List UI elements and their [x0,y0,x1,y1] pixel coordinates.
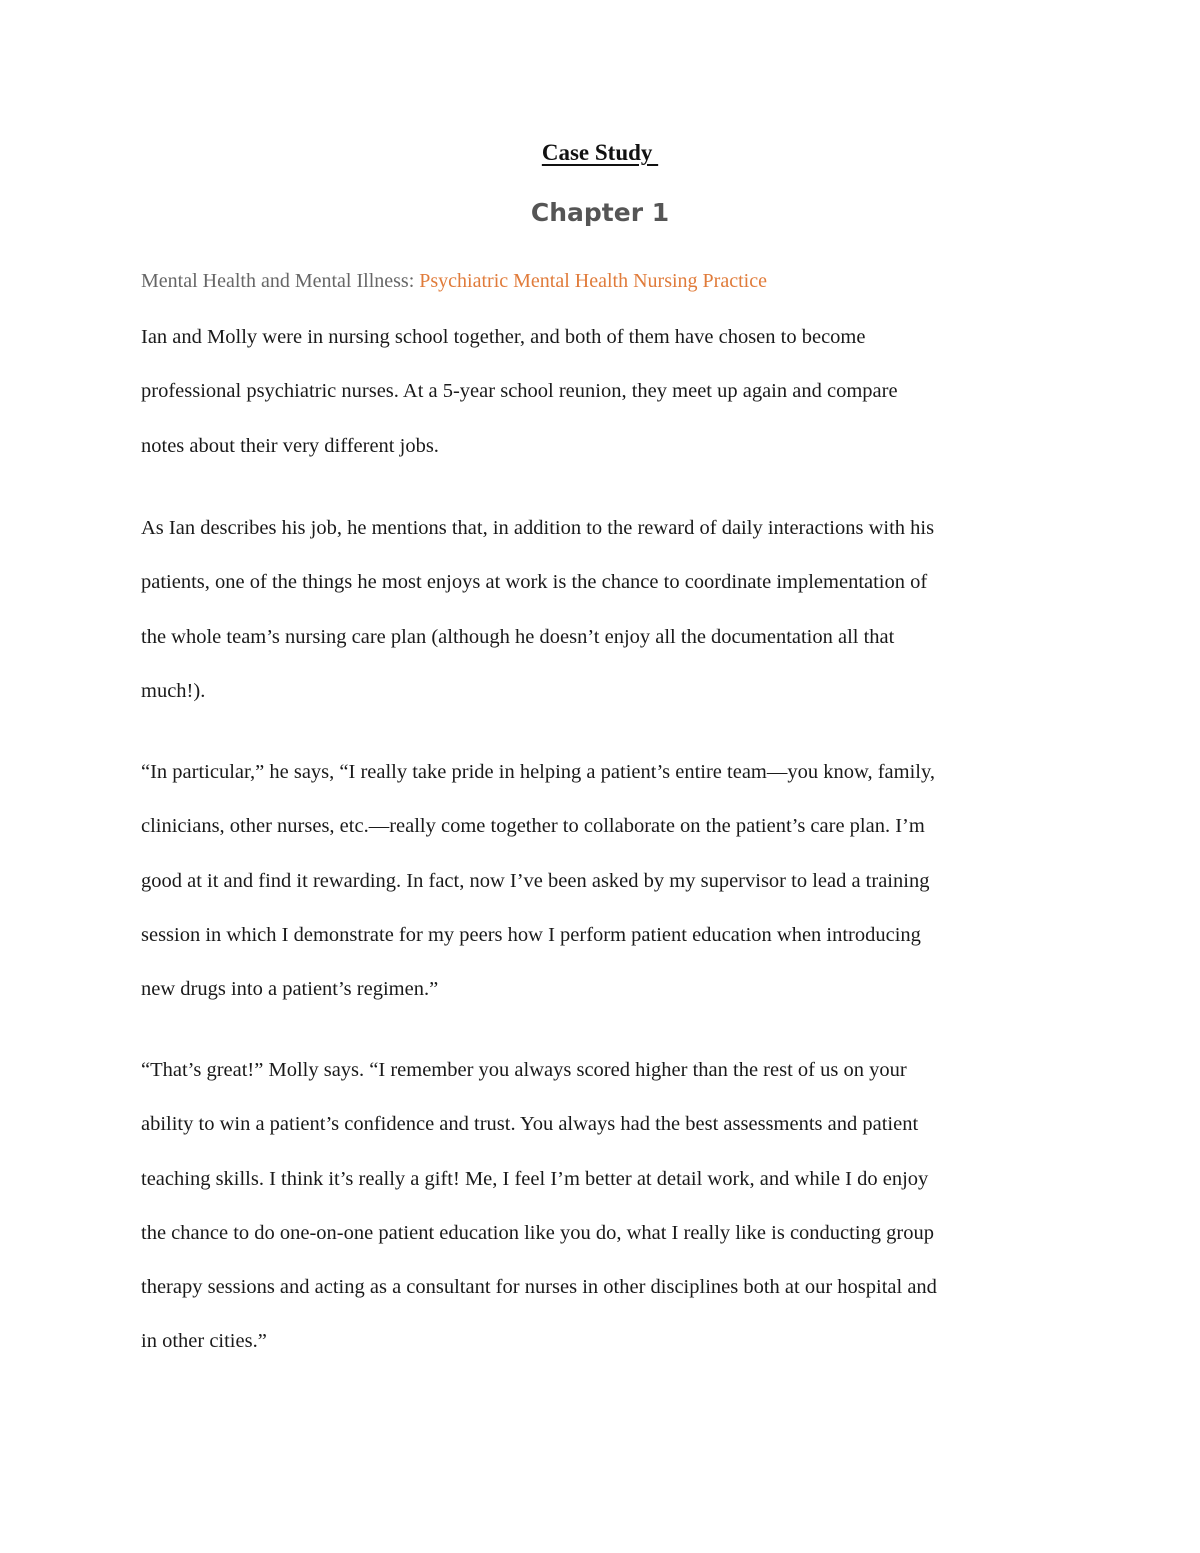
paragraph-1 [141,310,1071,473]
paragraph-line: notes about their very different jobs. [141,434,439,457]
paragraph-line: teaching skills. I think it’s really a gift! Me, I feel I’m better at detail work, and while I do enjoy [141,1167,929,1190]
paragraph-line: good at it and find it rewarding. In fact, now I’ve been asked by my supervisor to lead a training [141,869,930,892]
document-title: Case Study [541,140,659,165]
chapter-heading: Chapter 1 [530,198,670,227]
subtitle-prefix: Mental Health and Mental Illness: [141,270,420,292]
paragraph-line: the whole team’s nursing care plan (although he doesn’t enjoy all the documentation all that [141,625,895,648]
paragraph-line: “That’s great!” Molly says. “I remember you always scored higher than the rest of us on your [141,1059,907,1081]
paragraph-line: the chance to do one-on-one patient education like you do, what I really like is conducting group [141,1221,934,1244]
paragraph-line: therapy sessions and acting as a consultant for nurses in other disciplines both at our hospital and [141,1276,937,1299]
paragraph-line: ability to win a patient’s confidence and trust. You always had the best assessments and patient [141,1113,919,1136]
paragraph-4 [141,1043,1071,1369]
subtitle-accent: Psychiatric Mental Health Nursing Practice [419,270,767,292]
paragraph-line: session in which I demonstrate for my peers how I perform patient education when introducing [141,923,921,946]
paragraph-2 [141,501,1071,718]
paragraph-line: in other cities.” [141,1330,267,1353]
paragraph-line: new drugs into a patient’s regimen.” [141,978,439,1001]
paragraph-line: “In particular,” he says, “I really take pride in helping a patient’s entire team—you know, family, [141,761,936,783]
paragraph-line: Ian and Molly were in nursing school together, and both of them have chosen to become [141,326,866,348]
paragraph-line: professional psychiatric nurses. At a 5-year school reunion, they meet up again and compare [141,380,898,403]
paragraph-line: clinicians, other nurses, etc.—really come together to collaborate on the patient’s care plan. I’m [141,815,925,838]
chapter-subtitle [141,270,767,293]
paragraph-line: much!). [141,679,206,702]
paragraph-line: As Ian describes his job, he mentions that, in addition to the reward of daily interactions with his [141,517,935,539]
paragraph-line: patients, one of the things he most enjoys at work is the chance to coordinate implementation of [141,571,928,594]
paragraph-3 [141,745,1071,1016]
